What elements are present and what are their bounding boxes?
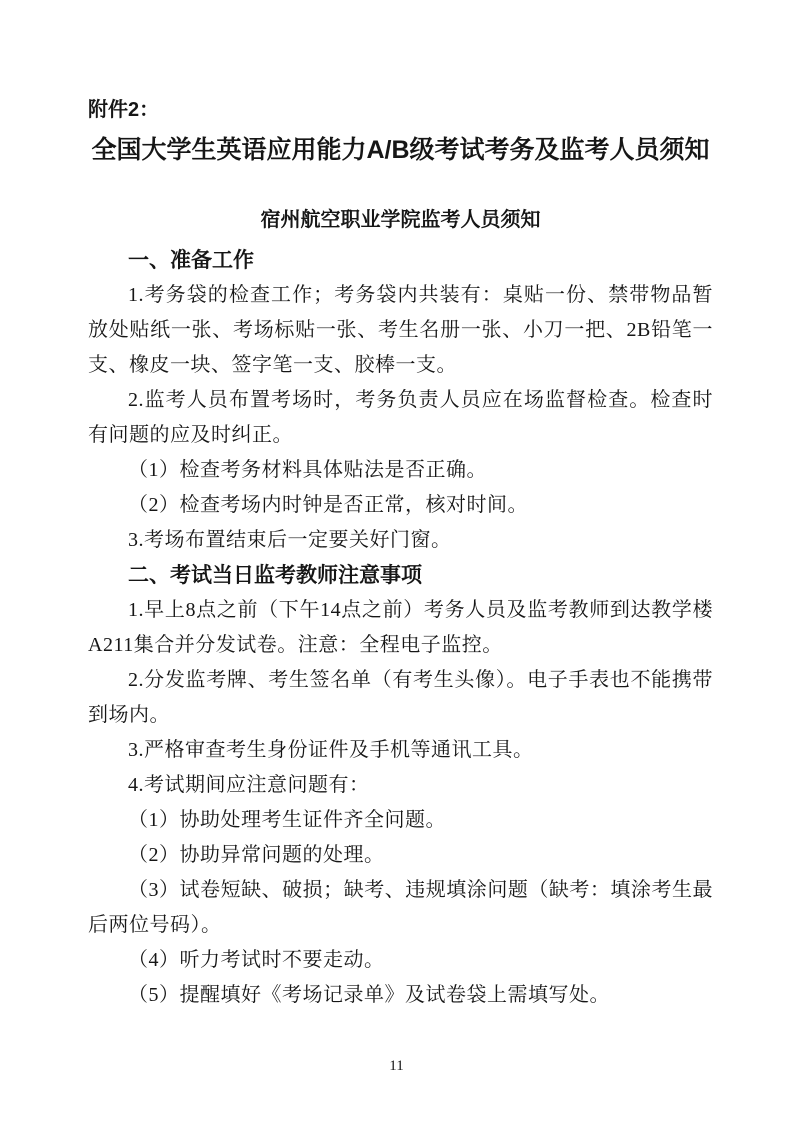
attachment-label: 附件2： [88, 99, 160, 121]
body-paragraph: 1.考务袋的检查工作；考务袋内共装有：桌贴一份、禁带物品暂放处贴纸一张、考场标贴一张、考生名册一张、小刀一把、2B铅笔一支、橡皮一块、签字笔一支、胶棒一支。 [88, 284, 713, 376]
document-body [88, 243, 713, 1013]
document-title: 全国大学生英语应用能力A/B级考试考务及监考人员须知 [91, 136, 710, 164]
body-paragraph: （4）听力考试时不要走动。 [128, 949, 385, 971]
page-number: 11 [389, 1058, 404, 1074]
section-heading-exam-day: 二、考试当日监考教师注意事项 [128, 564, 422, 587]
body-paragraph: （5）提醒填好《考场记录单》及试卷袋上需填写处。 [128, 984, 610, 1006]
body-paragraph: 2.分发监考牌、考生签名单（有考生头像）。电子手表也不能携带到场内。 [88, 669, 713, 726]
body-paragraph: 2.监考人员布置考场时，考务负责人员应在场监督检查。检查时有问题的应及时纠正。 [88, 389, 713, 446]
document-subtitle: 宿州航空职业学院监考人员须知 [260, 209, 541, 231]
body-paragraph: 4.考试期间应注意问题有： [128, 774, 370, 796]
body-paragraph: 3.考场布置结束后一定要关好门窗。 [128, 529, 452, 551]
body-paragraph: 3.严格审查考生身份证件及手机等通讯工具。 [128, 739, 534, 761]
body-paragraph: 1.早上8点之前（下午14点之前）考务人员及监考教师到达教学楼A211集合并分发试卷。注意：全程电子监控。 [88, 599, 713, 656]
body-paragraph: （1）协助处理考生证件齐全问题。 [128, 809, 446, 831]
body-paragraph: （1）检查考务材料具体贴法是否正确。 [128, 459, 487, 481]
body-paragraph: （3）试卷短缺、破损；缺考、违规填涂问题（缺考：填涂考生最后两位号码）。 [88, 879, 713, 936]
body-paragraph: （2）检查考场内时钟是否正常，核对时间。 [128, 494, 528, 516]
body-paragraph: （2）协助异常问题的处理。 [128, 844, 385, 866]
section-heading-preparation: 一、准备工作 [128, 249, 254, 272]
